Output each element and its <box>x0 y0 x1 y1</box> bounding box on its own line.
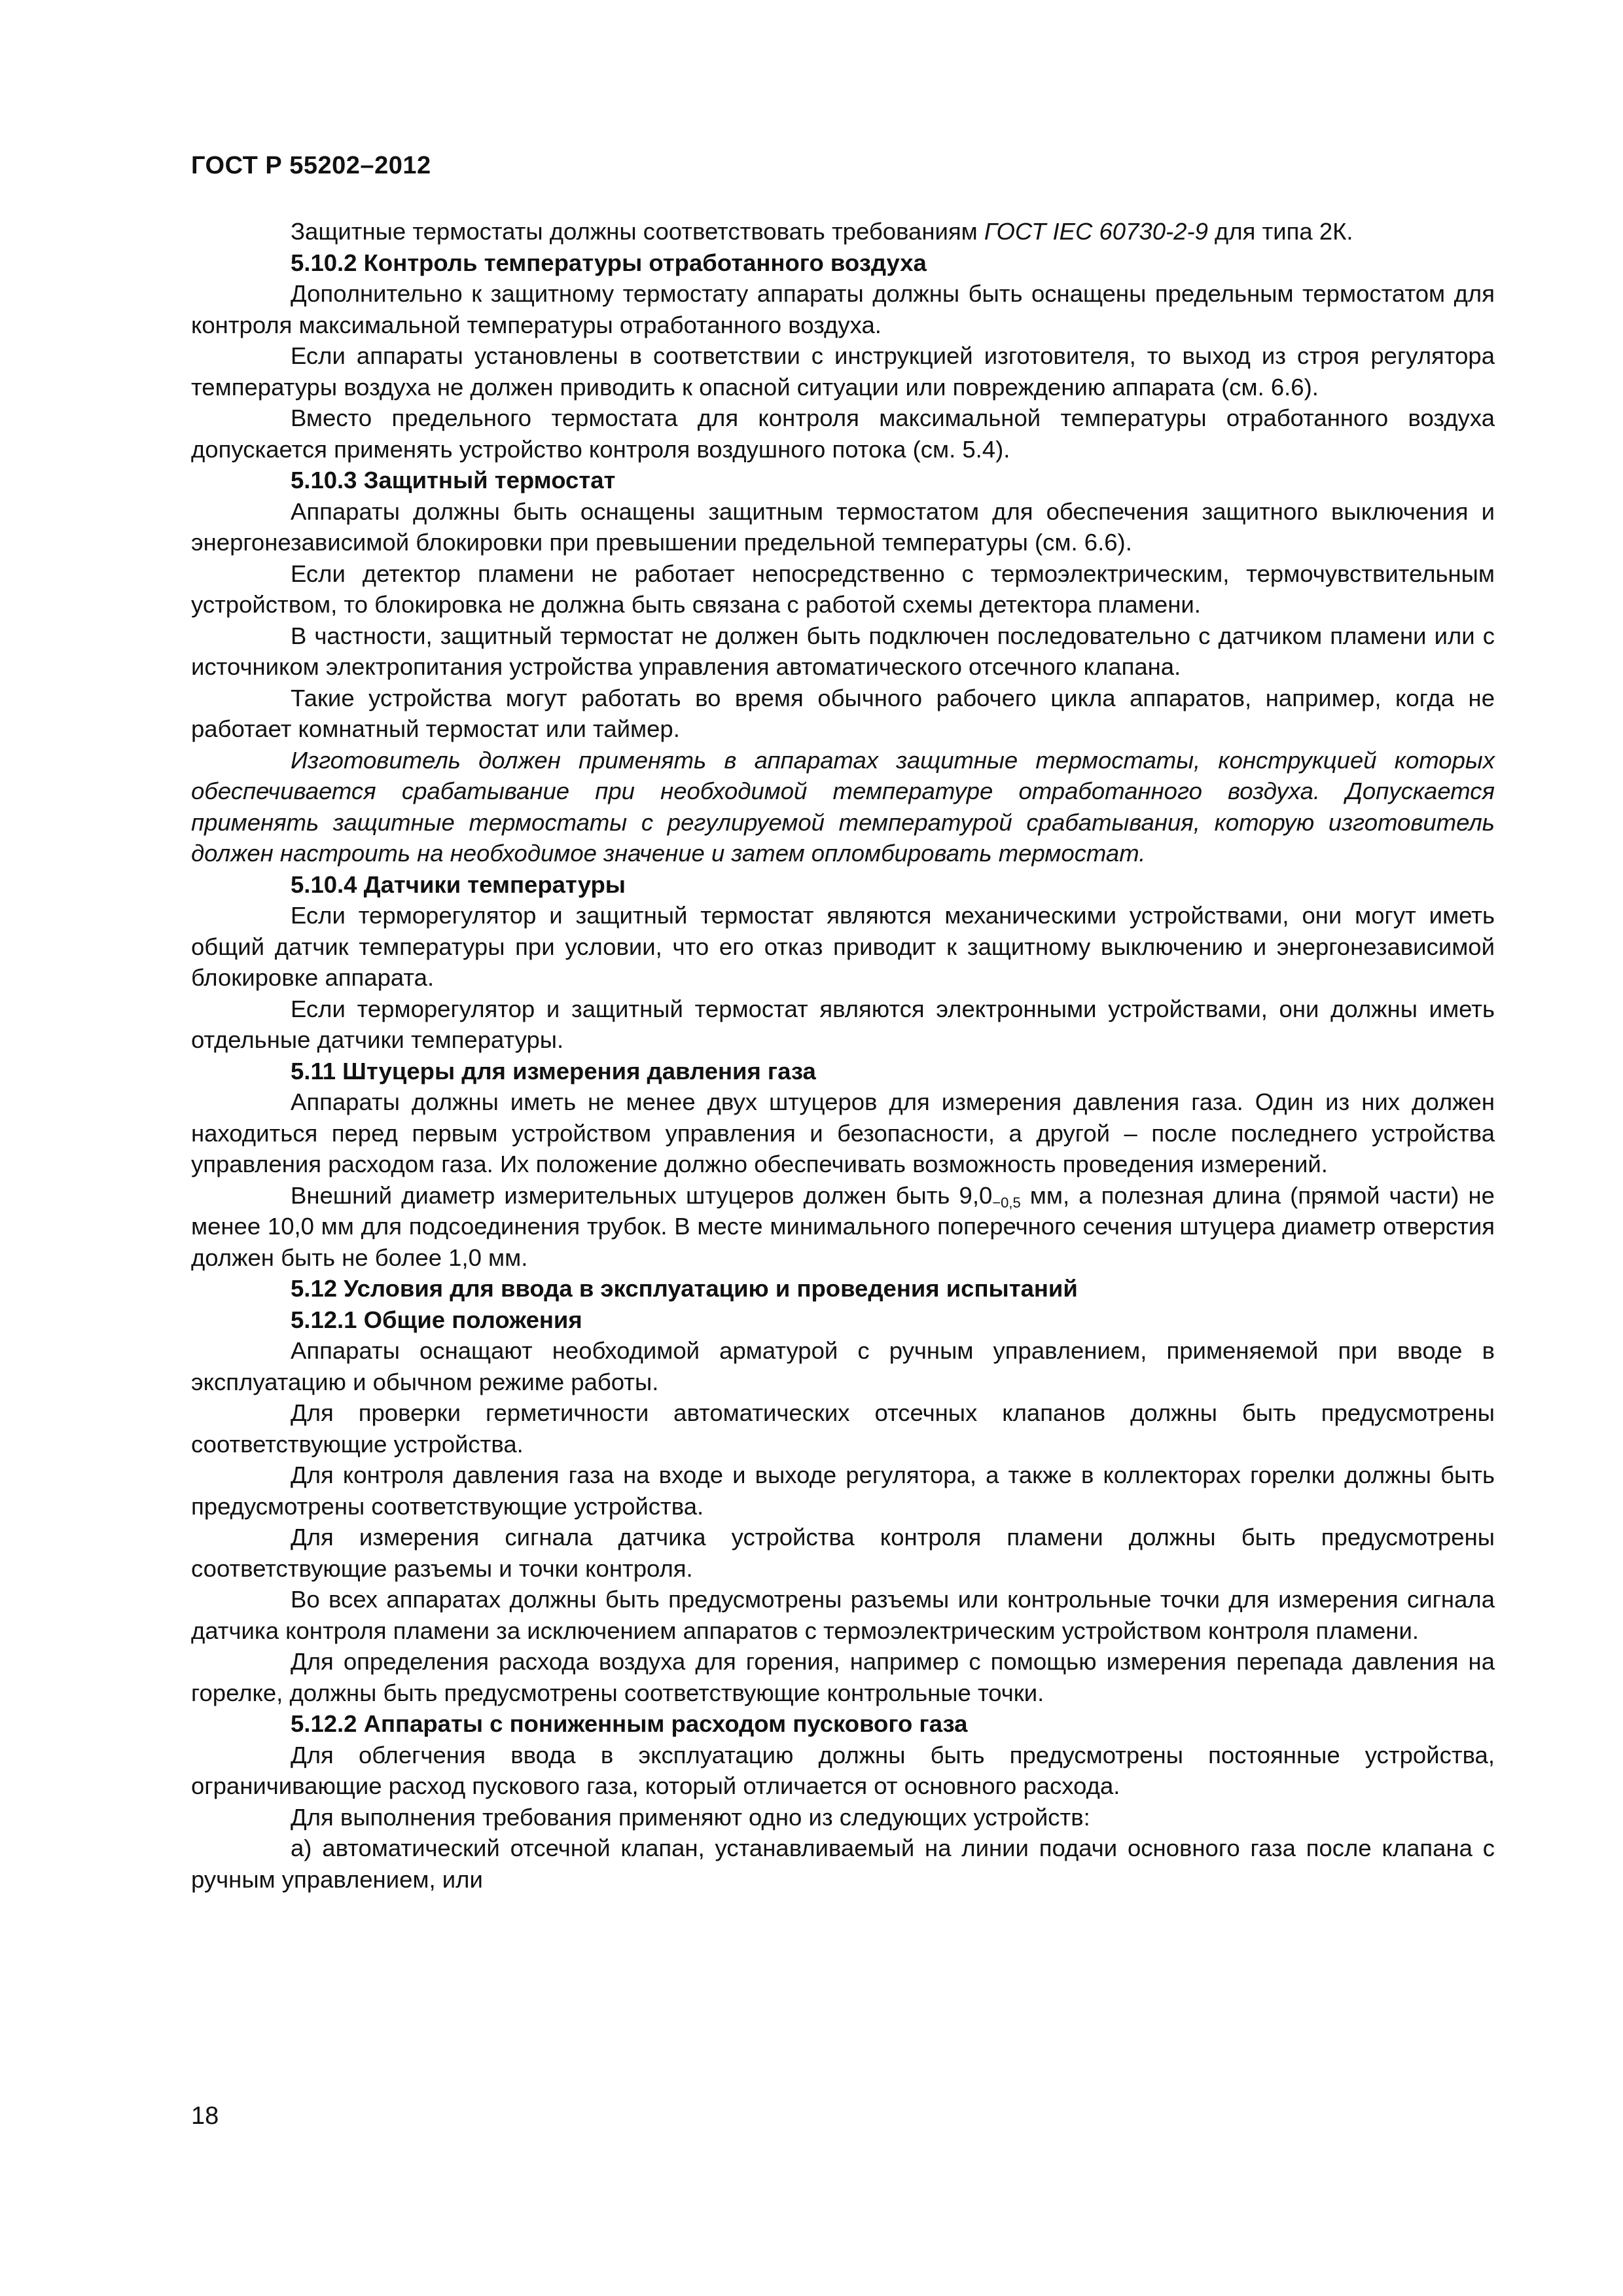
section-heading: 5.10.3 Защитный термостат <box>291 467 616 493</box>
paragraph: Если детектор пламени не работает непосредственно с термоэлектрическим, термочувствительным устройством, то блокировка не должна быть связана с работой схемы детектора пламени. <box>191 560 1495 618</box>
standard-reference: ГОСТ IEC 60730-2-9 <box>984 218 1208 245</box>
section-heading: 5.10.2 Контроль температуры отработанного воздуха <box>291 249 927 276</box>
paragraph: Для проверки герметичности автоматических отсечных клапанов должны быть предусмотрены соответствующие устройства. <box>191 1399 1495 1458</box>
paragraph: Аппараты оснащают необходимой арматурой с ручным управлением, применяемой при вводе в эксплуатацию и обычном режиме работы. <box>191 1337 1495 1395</box>
section-heading: 5.12 Условия для ввода в эксплуатацию и проведения испытаний <box>291 1275 1078 1302</box>
section-heading: 5.11 Штуцеры для измерения давления газа <box>291 1057 816 1085</box>
paragraph: Если аппараты установлены в соответствии с инструкцией изготовителя, то выход из строя регулятора температуры воздуха не должен приводить к опасной ситуации или повреждению аппарата (см. 6.6). <box>191 342 1495 401</box>
subsection-heading: 5.12.2 Аппараты с пониженным расходом пускового газа <box>291 1710 968 1737</box>
tolerance-subscript: −0,5 <box>992 1194 1021 1211</box>
paragraph: Дополнительно к защитному термостату аппараты должны быть оснащены предельным термостатом для контроля максимальной температуры отработанного воздуха. <box>191 280 1495 338</box>
paragraph: Аппараты должны быть оснащены защитным термостатом для обеспечения защитного выключения и энергонезависимой блокировки при превышении предельной температуры (см. 6.6). <box>191 497 1495 556</box>
paragraph: Для контроля давления газа на входе и выходе регулятора, а также в коллекторах горелки должны быть предусмотрены соответствующие устройства. <box>191 1462 1495 1520</box>
paragraph: Для выполнения требования применяют одно из следующих устройств: <box>291 1803 1090 1831</box>
paragraph: Для измерения сигнала датчика устройства контроля пламени должны быть предусмотрены соответствующие разъемы и точки контроля. <box>191 1524 1495 1582</box>
paragraph: Вместо предельного термостата для контроля максимальной температуры отработанного воздуха допускается применять устройство контроля воздушного потока (см. 5.4). <box>191 404 1495 463</box>
italic-note-paragraph: Изготовитель должен применять в аппаратах защитные термостаты, конструкцией которых обеспечивается срабатывание при необходимой температуре отработанного воздуха. Допускается применять защитные термостаты с регулируемой температурой срабатывания, которую изготовитель должен настроить на необходимое значение и затем опломбировать термостат. <box>191 746 1495 867</box>
document-code-header: ГОСТ Р 55202–2012 <box>191 152 431 179</box>
document-body <box>191 216 1495 1895</box>
paragraph: Для определения расхода воздуха для горения, например с помощью измерения перепада давления на горелке, должны быть предусмотрены соответствующие контрольные точки. <box>191 1648 1495 1706</box>
subsection-heading: 5.12.1 Общие положения <box>291 1306 582 1333</box>
section-heading: 5.10.4 Датчики температуры <box>291 870 626 898</box>
paragraph: В частности, защитный термостат не должен быть подключен последовательно с датчиком пламени или с источником электропитания устройства управления автоматического отсечного клапана. <box>191 622 1495 680</box>
paragraph: Для облегчения ввода в эксплуатацию должны быть предусмотрены постоянные устройства, ограничивающие расход пускового газа, который отличается от основного расхода. <box>191 1741 1495 1799</box>
paragraph: Внешний диаметр измерительных штуцеров должен быть $9,0_{-0,5}$ мм, а полезная длина (прямой части) не менее 10,0 мм для подсоединения трубок. В месте минимального поперечного сечения штуцера диаметр отверстия должен быть не более 1,0 мм. <box>191 1181 1495 1271</box>
paragraph: Если терморегулятор и защитный термостат являются механическими устройствами, они могут иметь общий датчик температуры при условии, что его отказ приводит к защитному выключению и энергонезависимой блокировке аппарата. <box>191 902 1495 991</box>
paragraph: Защитные термостаты должны соответствовать требованиям ГОСТ IEC 60730-2-9 для типа 2К. <box>291 218 1353 245</box>
paragraph: Если терморегулятор и защитный термостат являются электронными устройствами, они должны иметь отдельные датчики температуры. <box>191 995 1495 1053</box>
paragraph: Аппараты должны иметь не менее двух штуцеров для измерения давления газа. Один из них должен находиться перед первым устройством управления и безопасности, а другой – после последнего устройства управления расходом газа. Их положение должно обеспечивать возможность проведения измерений. <box>191 1088 1495 1177</box>
paragraph: Такие устройства могут работать во время обычного рабочего цикла аппаратов, например, когда не работает комнатный термостат или таймер. <box>191 684 1495 742</box>
page-number: 18 <box>191 2102 219 2130</box>
list-item: а) автоматический отсечной клапан, устанавливаемый на линии подачи основного газа после клапана с ручным управлением, или <box>191 1835 1495 1893</box>
paragraph: Во всех аппаратах должны быть предусмотрены разъемы или контрольные точки для измерения сигнала датчика контроля пламени за исключением аппаратов с термоэлектрическим устройством контроля пламени. <box>191 1586 1495 1644</box>
